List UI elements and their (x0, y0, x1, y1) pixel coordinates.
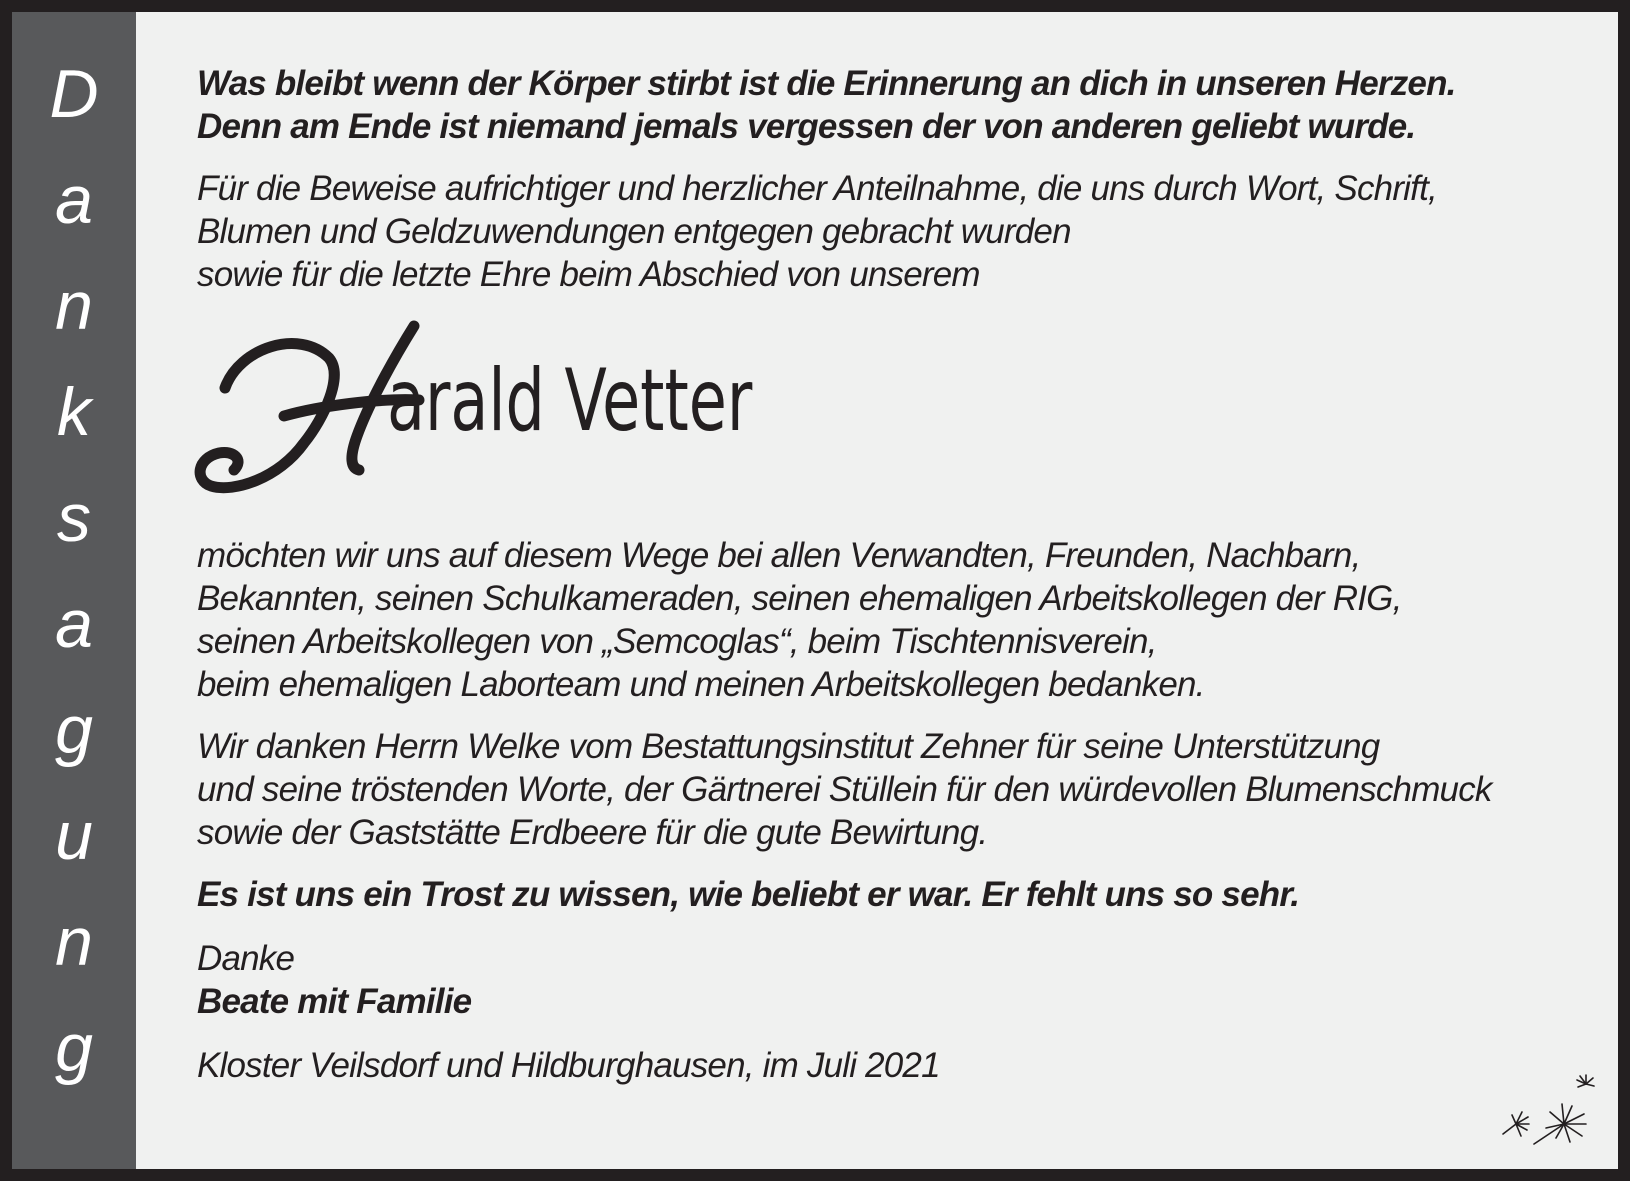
side-title-band (12, 12, 136, 1169)
side-title-letter: n (55, 904, 93, 980)
side-title-letter: u (55, 798, 93, 874)
obituary-card (12, 12, 1618, 1169)
thanks-people-paragraph (197, 534, 1557, 706)
motto-line: Was bleibt wenn der Körper stirbt ist die Erinnerung an dich in unseren Herzen. (197, 64, 1456, 103)
thanks-services-line: und seine tröstenden Worte, der Gärtnerei Stüllein für den würdevollen Blumenschmuck (197, 770, 1492, 809)
motto (197, 62, 1557, 148)
deceased-name (197, 296, 1557, 534)
obituary-text (197, 62, 1557, 1087)
thanks-people-line: möchten wir uns auf diesem Wege bei allen Verwandten, Freunden, Nachbarn, (197, 536, 1361, 575)
signature (197, 937, 1557, 1023)
intro-line: Blumen und Geldzuwendungen entgegen gebracht wurden (197, 212, 1071, 251)
thanks-people-line: beim ehemaligen Laborteam und meinen Arbeitskollegen bedanken. (197, 665, 1205, 704)
side-title-letter: s (57, 480, 91, 556)
intro-line: sowie für die letzte Ehre beim Abschied von unserem (197, 255, 980, 294)
intro-line: Für die Beweise aufrichtiger und herzlicher Anteilnahme, die uns durch Wort, Schrift, (197, 169, 1437, 208)
motto-line: Denn am Ende ist niemand jemals vergessen der von anderen geliebt wurde. (197, 107, 1416, 146)
thanks-services-line: Wir danken Herrn Welke vom Bestattungsinstitut Zehner für seine Unterstützung (197, 727, 1380, 766)
place-date (197, 1044, 1557, 1087)
intro-paragraph (197, 167, 1557, 296)
side-title-letter: n (55, 268, 93, 344)
thanks-people-line: Bekannten, seinen Schulkameraden, seinen ehemaligen Arbeitskollegen der RIG, (197, 579, 1402, 618)
side-title-letter: k (57, 374, 91, 450)
place-date-line: Kloster Veilsdorf und Hildburghausen, im Juli 2021 (197, 1046, 940, 1085)
thanks-services-line: sowie der Gaststätte Erdbeere für die gute Bewirtung. (197, 813, 988, 852)
side-title-letter: D (49, 56, 99, 132)
signature-family: Beate mit Familie (197, 982, 472, 1021)
closing-line: Es ist uns ein Trost zu wissen, wie beliebt er war. Er fehlt uns so sehr. (197, 875, 1300, 914)
thanks-services-paragraph (197, 725, 1557, 854)
side-title-letter: g (55, 1010, 93, 1086)
deceased-name-text: arald Vetter (387, 351, 753, 451)
closing-statement (197, 873, 1557, 916)
side-title-letter: a (55, 586, 93, 662)
thanks-people-line: seinen Arbeitskollegen von „Semcoglas“, beim Tischtennisverein, (197, 622, 1157, 661)
dandelion-seeds-icon (1494, 1072, 1604, 1152)
side-title-letter: g (55, 692, 93, 768)
signature-danke: Danke (197, 939, 295, 978)
side-title-letter: a (55, 162, 93, 238)
